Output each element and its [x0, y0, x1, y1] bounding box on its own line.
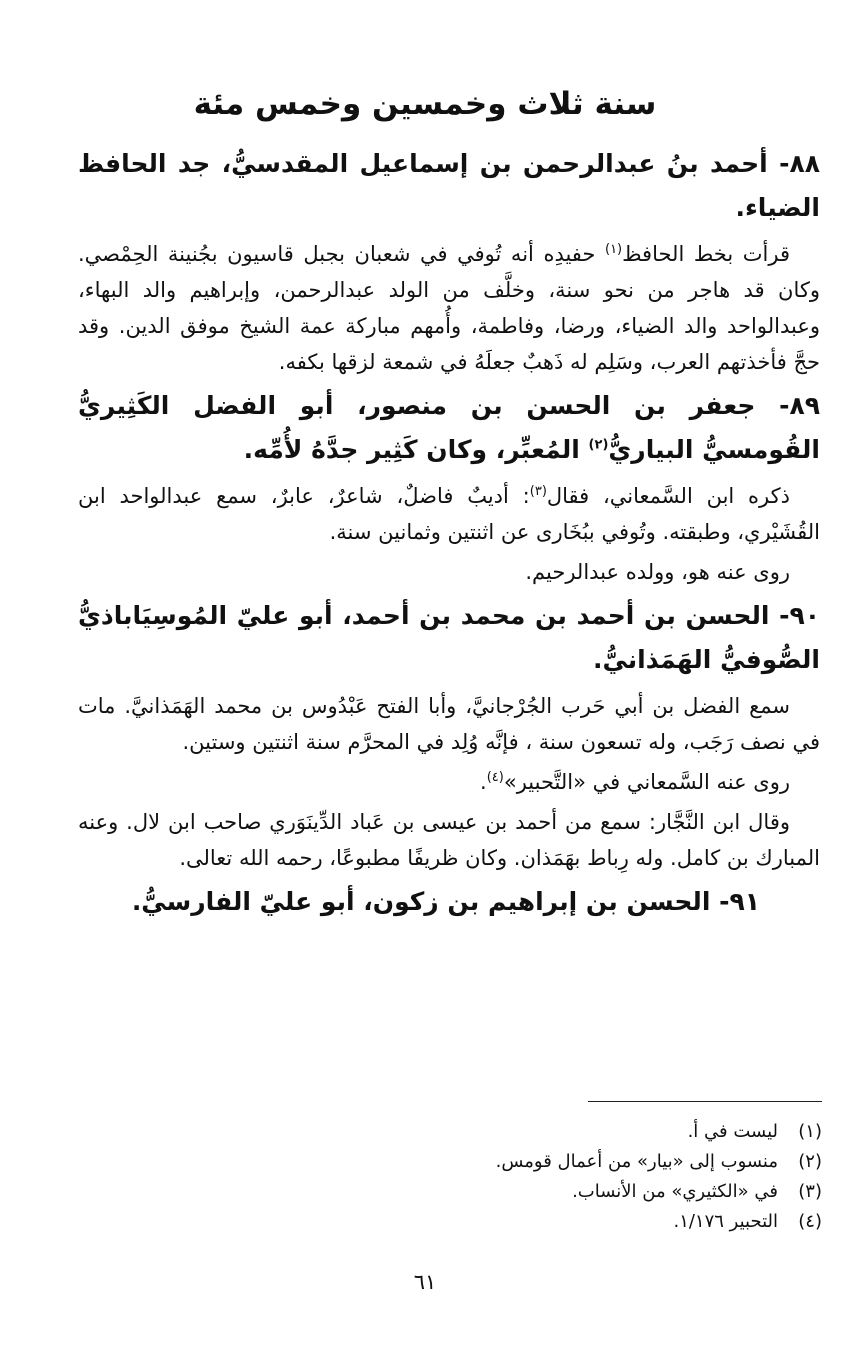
entry-paragraph: سمع الفضل بن أبي حَرب الجُرْجانيَّ، وأبا الفتح عَبْدُوس بن محمد الهَمَذانيَّ. مات في نصف رَجَب، وله تسعون سنة ، فإنَّه وُلِد في المحرَّم سنة اثنتين وستين.	[78, 694, 820, 754]
paragraph-text: روى عنه السَّمعاني في «التَّحبير»	[503, 770, 790, 794]
heading-text: المُعبِّر، وكان كَثِير جدَّهُ لأُمِّه.	[243, 435, 589, 464]
page-number: ٦١	[413, 1270, 437, 1294]
footnote	[78, 1117, 822, 1147]
paragraph-text: : أديبٌ فاضلٌ، شاعرٌ، عابرٌ، سمع عبدالواحد ابن القُشَيْري، وطبقته. وتُوفي ببُخَارى عن اثنتين وثمانين سنة.	[78, 484, 820, 544]
footnote-number: (١)	[798, 1121, 822, 1142]
entry-heading: ٩١- الحسن بن إبراهيم بن زكون، أبو عليّ الفارسيُّ.	[131, 887, 760, 916]
footnote-text: منسوب إلى «بيار» من أعمال قومس.	[495, 1151, 778, 1172]
footnote	[78, 1177, 822, 1207]
paragraph-text: قرأت بخط الحافظ	[622, 242, 790, 266]
footnote-ref: (١)	[604, 242, 623, 257]
footnote-ref: (٤)	[486, 770, 504, 785]
entry-paragraph: روى عنه هو، وولده عبدالرحيم.	[525, 560, 790, 584]
footnotes	[78, 1117, 822, 1237]
paragraph-text: .	[480, 770, 487, 794]
footnote-number: (٤)	[798, 1211, 822, 1232]
page-title: سنة ثلاث وخمسين وخمس مئة	[193, 86, 657, 122]
entry-paragraph: وقال ابن النَّجَّار: سمع من أحمد بن عيسى بن عَباد الدِّينَوَري صاحب ابن لال. وعنه المبارك بن كامل. وله رِباط بهَمَذان. وكان ظريفًا مطبوعًا، رحمه الله تعالى.	[78, 810, 820, 870]
main-text	[78, 142, 820, 924]
entry-paragraph	[78, 478, 820, 550]
entry-heading: ٩٠- الحسن بن أحمد بن محمد بن أحمد، أبو عليّ المُوسِيَاباذيُّ الصُّوفيُّ الهَمَذانيُّ.	[78, 601, 820, 674]
paragraph-text: ذكره ابن السَّمعاني، فقال	[546, 484, 790, 508]
footnote	[78, 1207, 822, 1237]
footnote-divider	[588, 1101, 822, 1102]
entry-paragraph	[78, 764, 820, 800]
entry-heading	[78, 384, 820, 472]
footnote-text: التحبير ١/١٧٦.	[673, 1211, 778, 1232]
footnote-number: (٢)	[798, 1151, 822, 1172]
footnote	[78, 1147, 822, 1177]
footnote-ref: (٢)	[588, 437, 609, 453]
entry-paragraph	[78, 236, 820, 380]
footnote-text: في «الكثيري» من الأنساب.	[572, 1181, 778, 1202]
heading-text: ٨٩- جعفر بن الحسن بن منصور، أبو الفضل الكَثِيريُّ القُومسيُّ البياريُّ	[78, 391, 820, 464]
paragraph-text: حفيدِه أنه تُوفي في شعبان بجبل قاسيون بجُنينة الحِمْصي. وكان قد هاجر من نحو سنة، وخلَّف من الولد عبدالرحمن، وإبراهيم والد البهاء، وعبدالواحد والد الضياء، ورضا، وفاطمة، وأُمهم مباركة عمة الشيخ موفق الدين. وقد حجَّ فأخذتهم العرب، وسَلِم له ذَهبٌ جعلَهُ في شمعة لزقها بكفه.	[78, 242, 820, 374]
footnote-number: (٣)	[798, 1181, 822, 1202]
footnote-text: ليست في أ.	[687, 1121, 778, 1142]
entry-heading: ٨٨- أحمد بنُ عبدالرحمن بن إسماعيل المقدسيُّ، جد الحافظ الضياء.	[78, 149, 820, 222]
footnote-ref: (٣)	[529, 484, 547, 499]
